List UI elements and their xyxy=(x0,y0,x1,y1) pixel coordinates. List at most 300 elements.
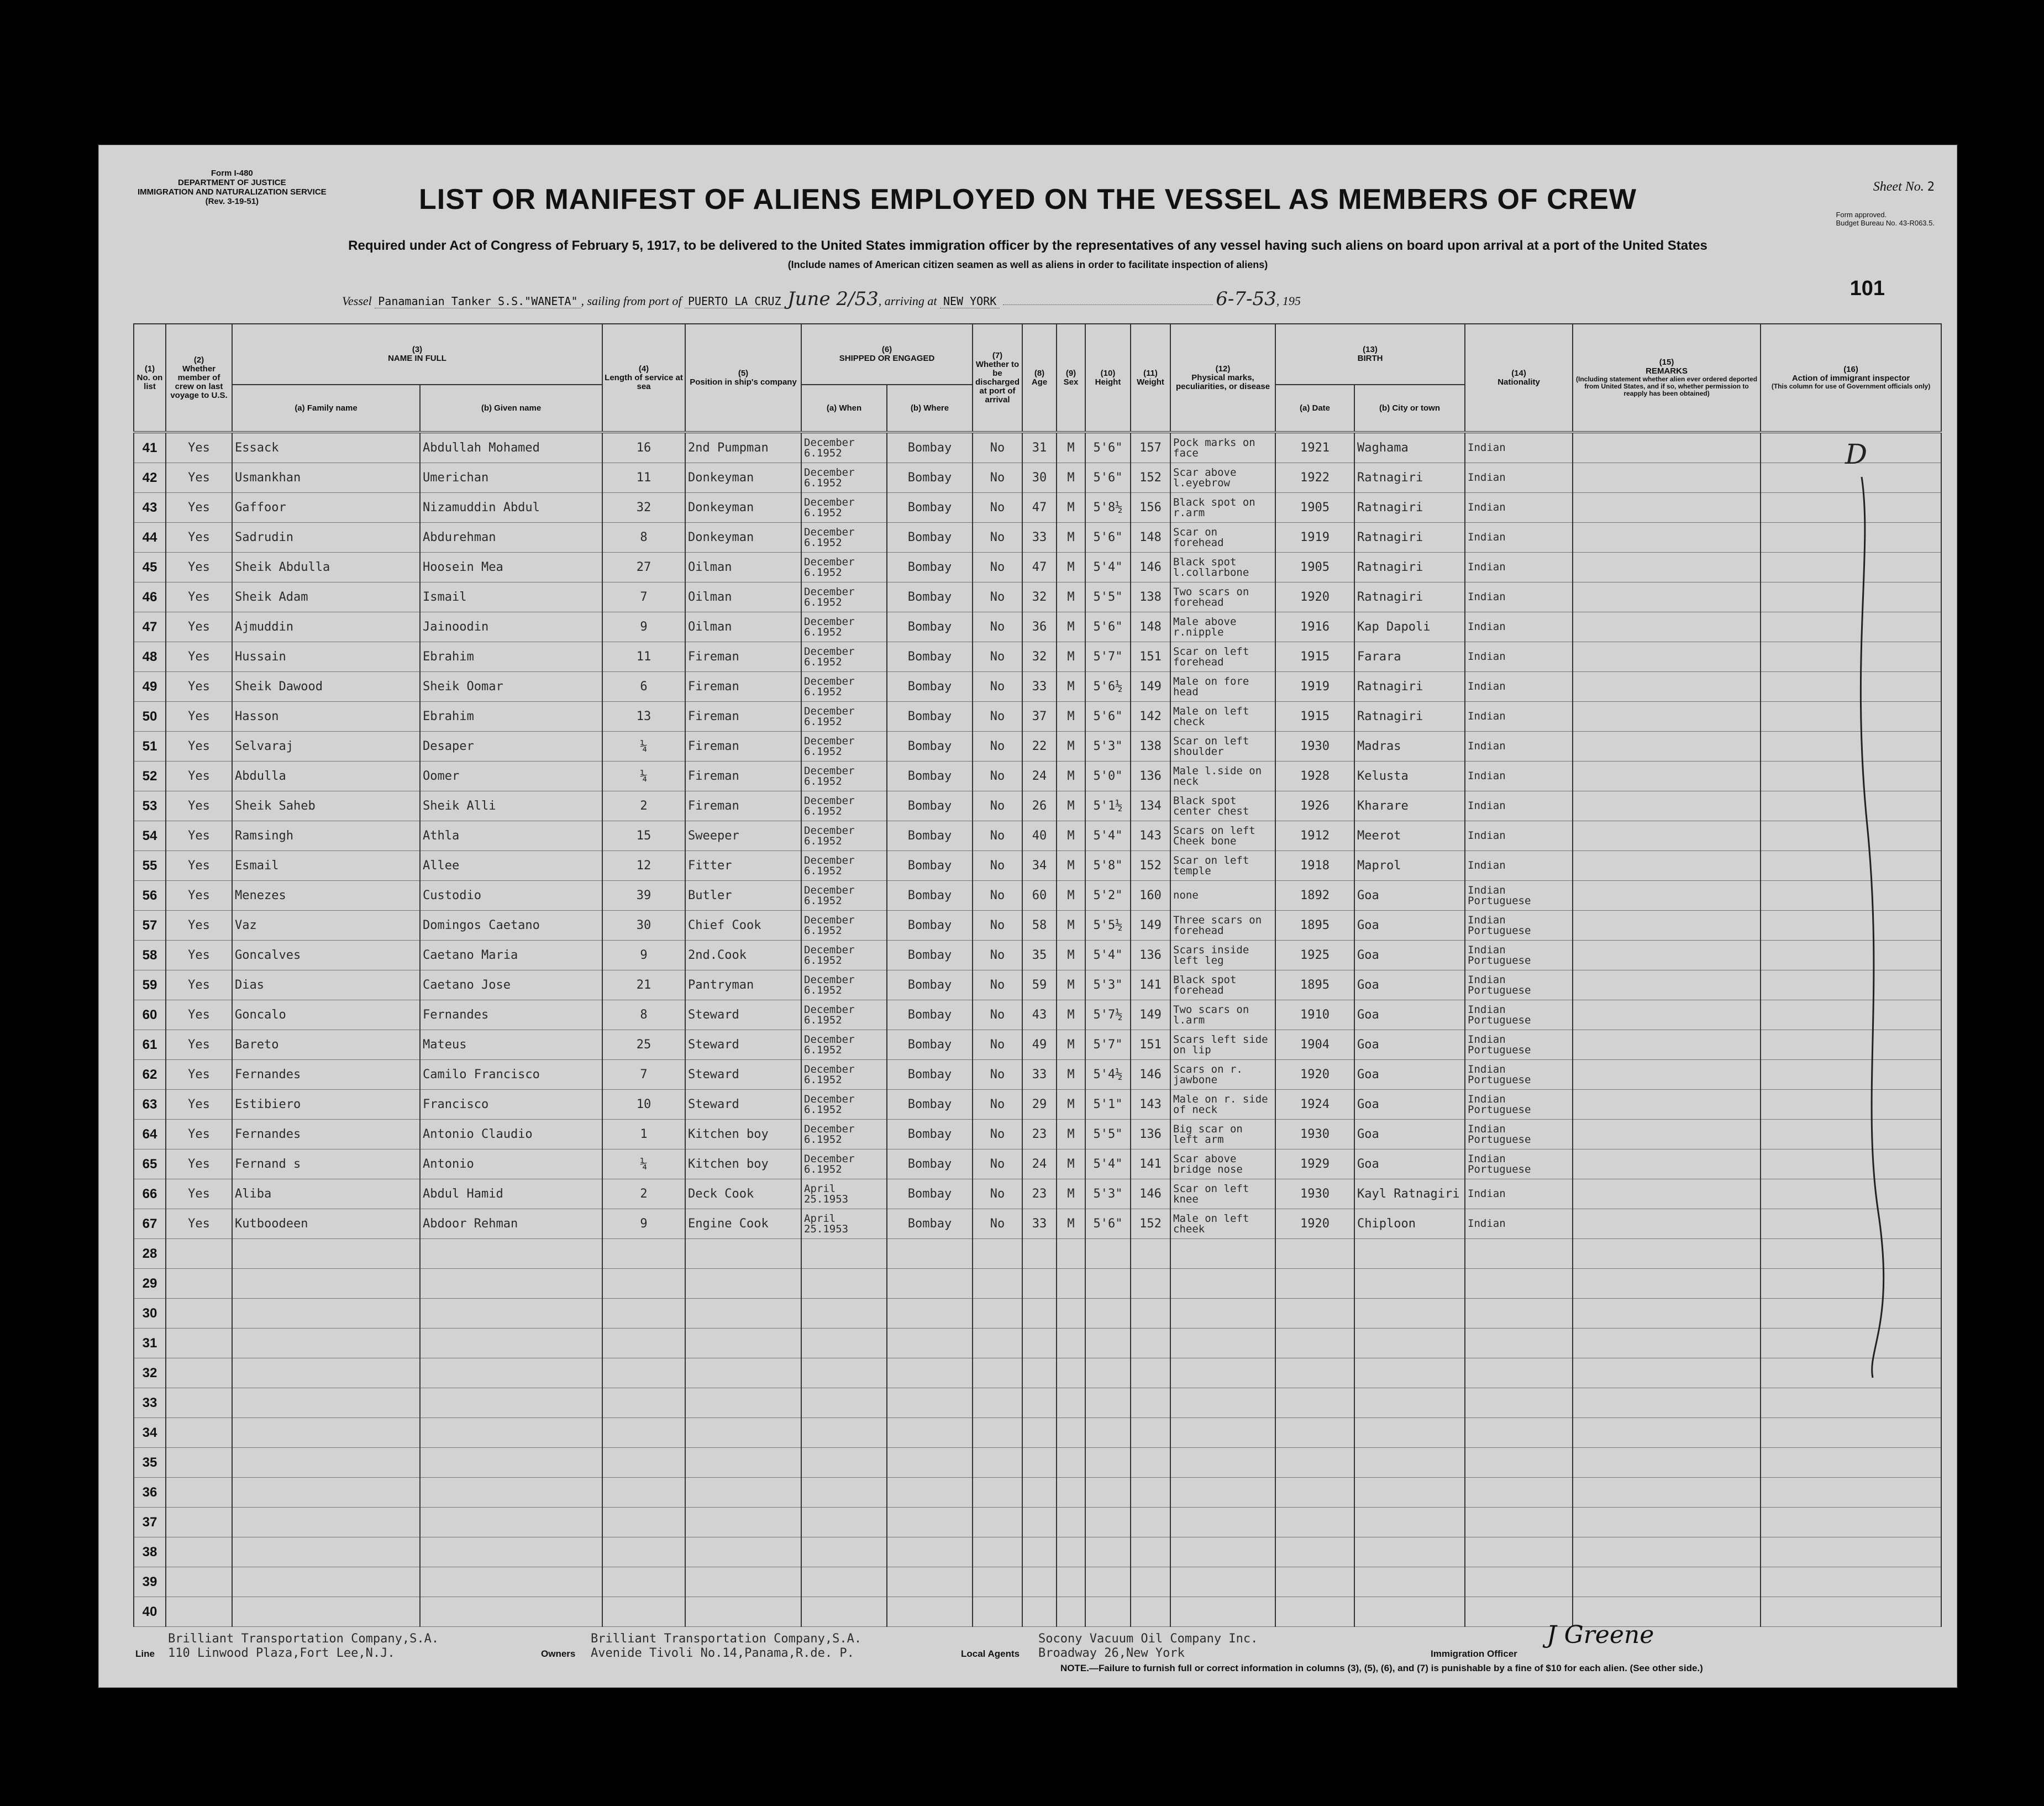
inspector-line xyxy=(1828,438,1906,1389)
cell-family: Usmankhan xyxy=(232,463,420,493)
cell-birth-date: 1924 xyxy=(1275,1090,1354,1120)
cell-height xyxy=(1085,1388,1131,1418)
cell-sex: M xyxy=(1057,821,1085,851)
cell-birth-date xyxy=(1275,1418,1354,1448)
cell-no: 64 xyxy=(134,1120,166,1149)
cell-age xyxy=(1022,1567,1057,1597)
cell-discharge: No xyxy=(973,1030,1022,1060)
cell-no: 37 xyxy=(134,1508,166,1537)
cell-weight: 151 xyxy=(1131,642,1170,672)
cell-position xyxy=(685,1299,801,1329)
cell-position xyxy=(685,1239,801,1269)
cell-no: 35 xyxy=(134,1448,166,1478)
cell-crew: Yes xyxy=(166,1060,232,1090)
table-row xyxy=(134,911,1941,941)
cell-when xyxy=(801,1448,887,1478)
cell-no: 63 xyxy=(134,1090,166,1120)
cell-weight: 157 xyxy=(1131,432,1170,463)
cell-crew xyxy=(166,1537,232,1567)
table-row xyxy=(134,821,1941,851)
cell-remarks xyxy=(1573,493,1761,523)
cell-birth-place xyxy=(1354,1388,1465,1418)
cell-no: 38 xyxy=(134,1537,166,1567)
cell-birth-place: Meerot xyxy=(1354,821,1465,851)
cell-position xyxy=(685,1567,801,1597)
cell-birth-date xyxy=(1275,1567,1354,1597)
table-row xyxy=(134,762,1941,791)
col-weight-header: (11) Weight xyxy=(1131,324,1170,432)
cell-height: 5'6" xyxy=(1085,612,1131,642)
cell-family: Menezes xyxy=(232,881,420,911)
cell-sex: M xyxy=(1057,970,1085,1000)
cell-birth-date: 1905 xyxy=(1275,553,1354,582)
cell-given: Abdurehman xyxy=(420,523,602,553)
cell-remarks xyxy=(1573,1418,1761,1448)
cell-height: 5'5" xyxy=(1085,1120,1131,1149)
cell-birth-place: Goa xyxy=(1354,1030,1465,1060)
cell-service xyxy=(602,1239,685,1269)
cell-weight xyxy=(1131,1567,1170,1597)
col-height-header: (10) Height xyxy=(1085,324,1131,432)
cell-family: Abdulla xyxy=(232,762,420,791)
cell-no: 54 xyxy=(134,821,166,851)
cell-nationality: Indian xyxy=(1465,582,1573,612)
cell-birth-date xyxy=(1275,1508,1354,1537)
cell-nationality: Indian Portuguese xyxy=(1465,941,1573,970)
cell-given xyxy=(420,1269,602,1299)
cell-service xyxy=(602,1388,685,1418)
cell-given: Umerichan xyxy=(420,463,602,493)
cell-birth-date: 1929 xyxy=(1275,1149,1354,1179)
cell-nationality: Indian xyxy=(1465,432,1573,463)
cell-given: Francisco xyxy=(420,1090,602,1120)
cell-nationality: Indian xyxy=(1465,702,1573,732)
col-birth-date-header: (a) Date xyxy=(1275,385,1354,432)
cell-given xyxy=(420,1448,602,1478)
col-where-header: (b) Where xyxy=(887,385,973,432)
agents-label: Local Agents xyxy=(961,1649,1020,1659)
cell-position: Oilman xyxy=(685,553,801,582)
cell-family: Sheik Abdulla xyxy=(232,553,420,582)
cell-crew: Yes xyxy=(166,762,232,791)
inspector-action xyxy=(1828,438,1906,1389)
cell-age: 31 xyxy=(1022,432,1057,463)
cell-discharge: No xyxy=(973,463,1022,493)
cell-remarks xyxy=(1573,1090,1761,1120)
cell-family: Hussain xyxy=(232,642,420,672)
col-action-header: (16) Action of immigrant inspector (This column for use of Government officials only) xyxy=(1761,324,1941,432)
cell-position: Fireman xyxy=(685,791,801,821)
cell-remarks xyxy=(1573,1030,1761,1060)
cell-weight: 148 xyxy=(1131,612,1170,642)
cell-age: 34 xyxy=(1022,851,1057,881)
cell-nationality: Indian xyxy=(1465,523,1573,553)
cell-position xyxy=(685,1537,801,1567)
cell-weight xyxy=(1131,1358,1170,1388)
cell-discharge xyxy=(973,1358,1022,1388)
cell-birth-date: 1895 xyxy=(1275,911,1354,941)
cell-age: 60 xyxy=(1022,881,1057,911)
cell-sex: M xyxy=(1057,911,1085,941)
cell-no: 33 xyxy=(134,1388,166,1418)
cell-no: 40 xyxy=(134,1597,166,1627)
subtitle-note: (Include names of American citizen seamen as well as aliens in order to facilitate inspection of aliens) xyxy=(787,259,1268,270)
cell-marks: Male on fore head xyxy=(1170,672,1275,702)
cell-where xyxy=(887,1269,973,1299)
cell-position: Steward xyxy=(685,1060,801,1090)
cell-marks: Male on left check xyxy=(1170,702,1275,732)
line-value: Brilliant Transportation Company,S.A. 110 Linwood Plaza,Fort Lee,N.J. xyxy=(168,1632,439,1660)
cell-no: 55 xyxy=(134,851,166,881)
cell-discharge: No xyxy=(973,672,1022,702)
cell-height: 5'4½ xyxy=(1085,1060,1131,1090)
cell-nationality xyxy=(1465,1388,1573,1418)
cell-position: Fireman xyxy=(685,672,801,702)
table-row xyxy=(134,1209,1941,1239)
table-row xyxy=(134,1418,1941,1448)
cell-sex: M xyxy=(1057,1149,1085,1179)
cell-family: Sadrudin xyxy=(232,523,420,553)
cell-age xyxy=(1022,1239,1057,1269)
cell-remarks xyxy=(1573,851,1761,881)
cell-birth-place: Goa xyxy=(1354,970,1465,1000)
cell-no: 52 xyxy=(134,762,166,791)
cell-service: 9 xyxy=(602,1209,685,1239)
cell-age: 32 xyxy=(1022,642,1057,672)
cell-discharge: No xyxy=(973,911,1022,941)
cell-discharge: No xyxy=(973,582,1022,612)
cell-weight: 151 xyxy=(1131,1030,1170,1060)
cell-age: 24 xyxy=(1022,762,1057,791)
cell-sex: M xyxy=(1057,762,1085,791)
cell-family xyxy=(232,1478,420,1508)
cell-birth-place: Chiploon xyxy=(1354,1209,1465,1239)
cell-crew: Yes xyxy=(166,642,232,672)
cell-crew xyxy=(166,1358,232,1388)
cell-service: 12 xyxy=(602,851,685,881)
cell-birth-date: 1919 xyxy=(1275,523,1354,553)
table-row xyxy=(134,1537,1941,1567)
table-row xyxy=(134,1030,1941,1060)
cell-given: Hoosein Mea xyxy=(420,553,602,582)
cell-age xyxy=(1022,1388,1057,1418)
cell-birth-place: Ratnagiri xyxy=(1354,463,1465,493)
cell-crew: Yes xyxy=(166,1090,232,1120)
cell-where: Bombay xyxy=(887,553,973,582)
cell-position: Deck Cook xyxy=(685,1179,801,1209)
cell-age xyxy=(1022,1537,1057,1567)
cell-marks: Black spot center chest xyxy=(1170,791,1275,821)
cell-no: 58 xyxy=(134,941,166,970)
cell-remarks xyxy=(1573,941,1761,970)
cell-marks: Scar on left temple xyxy=(1170,851,1275,881)
cell-service: 27 xyxy=(602,553,685,582)
arrival-date: 6-7-53 xyxy=(1216,288,1276,310)
cell-weight xyxy=(1131,1269,1170,1299)
table-row xyxy=(134,970,1941,1000)
col-when-header: (a) When xyxy=(801,385,887,432)
cell-crew: Yes xyxy=(166,881,232,911)
cell-family: Sheik Adam xyxy=(232,582,420,612)
cell-discharge: No xyxy=(973,1060,1022,1090)
cell-remarks xyxy=(1573,911,1761,941)
cell-weight xyxy=(1131,1537,1170,1567)
cell-remarks xyxy=(1573,1179,1761,1209)
cell-birth-place: Maprol xyxy=(1354,851,1465,881)
cell-remarks xyxy=(1573,702,1761,732)
cell-birth-place: Goa xyxy=(1354,1000,1465,1030)
cell-sex xyxy=(1057,1537,1085,1567)
cell-position xyxy=(685,1358,801,1388)
cell-height: 5'6" xyxy=(1085,432,1131,463)
cell-birth-place xyxy=(1354,1508,1465,1537)
cell-no: 49 xyxy=(134,672,166,702)
cell-weight xyxy=(1131,1239,1170,1269)
cell-weight xyxy=(1131,1329,1170,1358)
cell-sex: M xyxy=(1057,1120,1085,1149)
cell-sex: M xyxy=(1057,1000,1085,1030)
cell-weight: 138 xyxy=(1131,582,1170,612)
cell-family xyxy=(232,1567,420,1597)
cell-marks: Scar on left shoulder xyxy=(1170,732,1275,762)
cell-where xyxy=(887,1239,973,1269)
cell-where: Bombay xyxy=(887,762,973,791)
cell-where: Bombay xyxy=(887,1179,973,1209)
cell-position: Kitchen boy xyxy=(685,1149,801,1179)
cell-sex xyxy=(1057,1329,1085,1358)
cell-marks: Black spot l.collarbone xyxy=(1170,553,1275,582)
cell-family: Kutboodeen xyxy=(232,1209,420,1239)
cell-marks: Scar on left forehead xyxy=(1170,642,1275,672)
cell-nationality: Indian xyxy=(1465,1209,1573,1239)
cell-no: 60 xyxy=(134,1000,166,1030)
cell-birth-date xyxy=(1275,1478,1354,1508)
cell-position: Kitchen boy xyxy=(685,1120,801,1149)
cell-weight xyxy=(1131,1388,1170,1418)
cell-no: 59 xyxy=(134,970,166,1000)
cell-discharge xyxy=(973,1537,1022,1567)
cell-birth-date: 1912 xyxy=(1275,821,1354,851)
cell-where: Bombay xyxy=(887,642,973,672)
col-age-header: (8) Age xyxy=(1022,324,1057,432)
cell-where: Bombay xyxy=(887,1209,973,1239)
table-row xyxy=(134,1120,1941,1149)
cell-marks xyxy=(1170,1478,1275,1508)
cell-weight: 141 xyxy=(1131,970,1170,1000)
cell-marks: Three scars on forehead xyxy=(1170,911,1275,941)
cell-family xyxy=(232,1388,420,1418)
table-row xyxy=(134,1269,1941,1299)
cell-weight: 149 xyxy=(1131,672,1170,702)
cell-sex xyxy=(1057,1478,1085,1508)
cell-where xyxy=(887,1448,973,1478)
cell-when: December 6.1952 xyxy=(801,1120,887,1149)
col-birth-header: (13) BIRTH xyxy=(1275,324,1465,385)
cell-no: 51 xyxy=(134,732,166,762)
cell-no: 50 xyxy=(134,702,166,732)
cell-marks xyxy=(1170,1388,1275,1418)
arrival-port: NEW YORK xyxy=(940,295,1000,308)
cell-age: 23 xyxy=(1022,1120,1057,1149)
cell-weight: 148 xyxy=(1131,523,1170,553)
cell-marks: Scar above bridge nose xyxy=(1170,1149,1275,1179)
cell-given xyxy=(420,1567,602,1597)
cell-sex xyxy=(1057,1269,1085,1299)
cell-action xyxy=(1761,1508,1941,1537)
cell-height: 5'7½ xyxy=(1085,1000,1131,1030)
cell-birth-place xyxy=(1354,1537,1465,1567)
cell-height: 5'4" xyxy=(1085,553,1131,582)
cell-no: 57 xyxy=(134,911,166,941)
cell-where: Bombay xyxy=(887,851,973,881)
cell-given xyxy=(420,1239,602,1269)
cell-sex xyxy=(1057,1448,1085,1478)
cell-position xyxy=(685,1269,801,1299)
cell-family: Aliba xyxy=(232,1179,420,1209)
cell-given: Antonio xyxy=(420,1149,602,1179)
cell-nationality: Indian xyxy=(1465,732,1573,762)
cell-nationality: Indian xyxy=(1465,642,1573,672)
cell-weight: 146 xyxy=(1131,553,1170,582)
cell-crew xyxy=(166,1269,232,1299)
cell-when: December 6.1952 xyxy=(801,1060,887,1090)
cell-height xyxy=(1085,1537,1131,1567)
cell-given xyxy=(420,1418,602,1448)
cell-crew: Yes xyxy=(166,672,232,702)
cell-remarks xyxy=(1573,582,1761,612)
cell-sex: M xyxy=(1057,553,1085,582)
cell-marks xyxy=(1170,1358,1275,1388)
cell-discharge: No xyxy=(973,970,1022,1000)
cell-marks: Scar on left knee xyxy=(1170,1179,1275,1209)
cell-birth-place xyxy=(1354,1567,1465,1597)
cell-height: 5'8½ xyxy=(1085,493,1131,523)
cell-birth-place xyxy=(1354,1478,1465,1508)
table-row xyxy=(134,732,1941,762)
col-family-header: (a) Family name xyxy=(232,385,420,432)
cell-height xyxy=(1085,1269,1131,1299)
cell-birth-place xyxy=(1354,1448,1465,1478)
cell-given: Sheik Oomar xyxy=(420,672,602,702)
cell-service: ¼ xyxy=(602,732,685,762)
cell-no: 66 xyxy=(134,1179,166,1209)
cell-remarks xyxy=(1573,1448,1761,1478)
cell-crew: Yes xyxy=(166,582,232,612)
cell-height: 5'6" xyxy=(1085,1209,1131,1239)
cell-given: Caetano Maria xyxy=(420,941,602,970)
cell-given: Abdul Hamid xyxy=(420,1179,602,1209)
agents-value: Socony Vacuum Oil Company Inc. Broadway 26,New York xyxy=(1038,1632,1258,1660)
service-name: IMMIGRATION AND NATURALIZATION SERVICE xyxy=(138,187,327,197)
cell-given: Fernandes xyxy=(420,1000,602,1030)
cell-sex xyxy=(1057,1567,1085,1597)
cell-birth-date: 1918 xyxy=(1275,851,1354,881)
cell-when xyxy=(801,1388,887,1418)
cell-remarks xyxy=(1573,432,1761,463)
cell-marks xyxy=(1170,1567,1275,1597)
cell-height: 5'6" xyxy=(1085,463,1131,493)
cell-birth-place xyxy=(1354,1329,1465,1358)
cell-where xyxy=(887,1567,973,1597)
cell-service: 15 xyxy=(602,821,685,851)
cell-when: December 6.1952 xyxy=(801,642,887,672)
cell-birth-place: Kayl Ratnagiri xyxy=(1354,1179,1465,1209)
cell-weight: 142 xyxy=(1131,702,1170,732)
table-row xyxy=(134,432,1941,463)
cell-family: Sheik Dawood xyxy=(232,672,420,702)
cell-position xyxy=(685,1478,801,1508)
cell-remarks xyxy=(1573,1388,1761,1418)
cell-crew xyxy=(166,1567,232,1597)
cell-service xyxy=(602,1418,685,1448)
cell-where xyxy=(887,1299,973,1329)
cell-service xyxy=(602,1537,685,1567)
cell-when xyxy=(801,1299,887,1329)
cell-birth-place: Ratnagiri xyxy=(1354,553,1465,582)
cell-no: 30 xyxy=(134,1299,166,1329)
cell-age xyxy=(1022,1299,1057,1329)
cell-height: 5'6" xyxy=(1085,702,1131,732)
cell-birth-date: 1895 xyxy=(1275,970,1354,1000)
sailing-date: June 2/53 xyxy=(787,288,879,310)
cell-sex: M xyxy=(1057,523,1085,553)
cell-marks: Male above r.nipple xyxy=(1170,612,1275,642)
cell-birth-date: 1926 xyxy=(1275,791,1354,821)
cell-when xyxy=(801,1478,887,1508)
cell-nationality: Indian xyxy=(1465,553,1573,582)
cell-when xyxy=(801,1358,887,1388)
cell-no: 36 xyxy=(134,1478,166,1508)
cell-birth-place xyxy=(1354,1269,1465,1299)
cell-given: Desaper xyxy=(420,732,602,762)
cell-age: 29 xyxy=(1022,1090,1057,1120)
cell-when: December 6.1952 xyxy=(801,612,887,642)
cell-birth-date: 1921 xyxy=(1275,432,1354,463)
cell-remarks xyxy=(1573,791,1761,821)
cell-position xyxy=(685,1418,801,1448)
cell-age: 37 xyxy=(1022,702,1057,732)
cell-no: 43 xyxy=(134,493,166,523)
cell-family xyxy=(232,1537,420,1567)
cell-height: 5'1" xyxy=(1085,1090,1131,1120)
cell-nationality: Indian xyxy=(1465,672,1573,702)
table-row xyxy=(134,1149,1941,1179)
cell-family: Dias xyxy=(232,970,420,1000)
cell-no: 31 xyxy=(134,1329,166,1358)
cell-birth-date: 1916 xyxy=(1275,612,1354,642)
cell-weight xyxy=(1131,1478,1170,1508)
cell-given: Ismail xyxy=(420,582,602,612)
cell-sex: M xyxy=(1057,702,1085,732)
cell-when: December 6.1952 xyxy=(801,1030,887,1060)
cell-age xyxy=(1022,1508,1057,1537)
cell-service: 9 xyxy=(602,941,685,970)
cell-marks: Two scars on forehead xyxy=(1170,582,1275,612)
cell-service: 2 xyxy=(602,1179,685,1209)
col-given-header: (b) Given name xyxy=(420,385,602,432)
cell-birth-place: Goa xyxy=(1354,941,1465,970)
cell-age xyxy=(1022,1448,1057,1478)
cell-position: 2nd.Cook xyxy=(685,941,801,970)
cell-discharge: No xyxy=(973,1000,1022,1030)
table-row xyxy=(134,1567,1941,1597)
cell-height xyxy=(1085,1299,1131,1329)
cell-position: Chief Cook xyxy=(685,911,801,941)
cell-marks: Big scar on left arm xyxy=(1170,1120,1275,1149)
cell-nationality xyxy=(1465,1329,1573,1358)
cell-service: 2 xyxy=(602,791,685,821)
table-row xyxy=(134,1388,1941,1418)
